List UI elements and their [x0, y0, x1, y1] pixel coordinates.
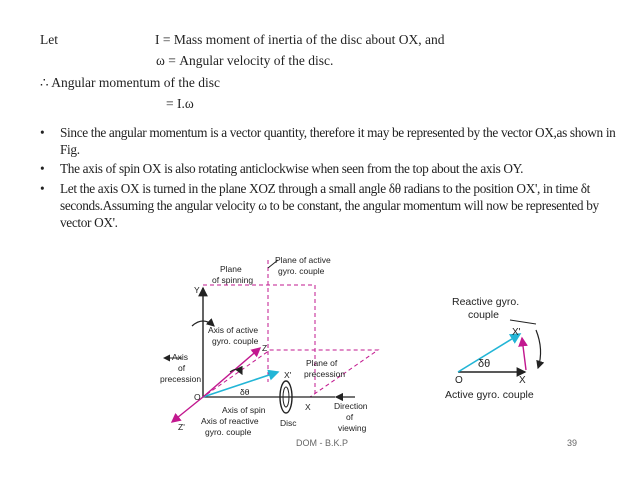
label-z-prime: Z': [178, 422, 185, 432]
active-couple-vector: [522, 338, 526, 370]
label-x-axis: X: [305, 402, 311, 412]
label-right-x-prime: X': [512, 327, 521, 338]
bullet-dot: •: [40, 180, 45, 196]
bullet-item: [40, 160, 625, 177]
label-axis-reactive-2: gyro. couple: [205, 427, 252, 437]
label-axis-prec-3: precession: [160, 374, 202, 384]
reactive-couple-arc: [536, 330, 541, 368]
label-plane-spinning-2: of spinning: [212, 275, 254, 285]
definition-inertia: I = Mass moment of inertia of the disc about OX, and: [155, 32, 445, 47]
bullet-text: Since the angular momentum is a vector quantity, therefore it may be represented by the vector OX,as shown in Fig.: [60, 125, 616, 158]
label-x-prime: X': [284, 370, 292, 380]
definition-angular-velocity: ω = Angular velocity of the disc.: [156, 53, 334, 68]
label-gyro-couple-top: gyro. couple: [278, 266, 325, 276]
label-origin: O: [194, 392, 201, 402]
label-z-axis: Z: [262, 343, 268, 353]
active-couple-axis: [203, 348, 260, 397]
bullet-text: The axis of spin OX is also rotating anticlockwise when seen from the top about the axis OY.: [60, 161, 524, 177]
label-delta-theta: δθ: [240, 387, 250, 397]
angular-momentum-heading: ∴ Angular momentum of the disc: [40, 75, 220, 90]
bullet-item: [40, 124, 625, 158]
bullet-dot: •: [40, 161, 45, 177]
page-number: 39: [567, 438, 578, 448]
label-disc: Disc: [280, 418, 297, 428]
label-plane-prec-2: precession: [304, 369, 346, 379]
reactive-pointer: [510, 320, 536, 324]
label-plane-spinning-1: Plane: [220, 264, 242, 274]
label-right-x-axis: X: [519, 375, 526, 386]
angular-momentum-formula: = I.ω: [166, 96, 194, 111]
bullet-dot: •: [40, 125, 45, 140]
label-reactive-1: Reactive gyro.: [452, 296, 520, 308]
label-plane-of-active: Plane of active: [275, 255, 331, 265]
label-axis-prec-1: Axis: [172, 352, 189, 362]
gyroscope-diagram: [150, 250, 390, 440]
label-direction-1: Direction: [334, 401, 368, 411]
label-axis-active-2: gyro. couple: [212, 336, 259, 346]
label-y-axis: Y: [194, 285, 200, 295]
label-axis-prec-2: of: [178, 363, 186, 373]
label-reactive-2: couple: [468, 309, 499, 321]
label-axis-active-1: Axis of active: [208, 325, 259, 335]
bullet-list: [40, 124, 625, 233]
label-active-couple: Active gyro. couple: [445, 389, 534, 401]
label-right-origin: O: [455, 375, 463, 386]
label-plane-prec-1: Plane of: [306, 358, 338, 368]
label-axis-spin: Axis of spin: [222, 405, 266, 415]
bullet-text: Let the axis OX is turned in the plane XOZ through a small angle δθ radians to the position OX', in time δt seconds.Assuming the angular velocity ω to be constant, the angular momentum will now be represented by vector OX'.: [60, 180, 599, 231]
let-word: Let: [40, 32, 58, 47]
label-direction-2: of: [346, 412, 354, 422]
footer-center: DOM - B.K.P: [296, 438, 349, 448]
label-axis-reactive-1: Axis of reactive: [201, 416, 259, 426]
label-right-delta-theta: δθ: [478, 358, 491, 370]
label-direction-3: viewing: [338, 423, 367, 433]
bullet-item: [40, 180, 625, 232]
